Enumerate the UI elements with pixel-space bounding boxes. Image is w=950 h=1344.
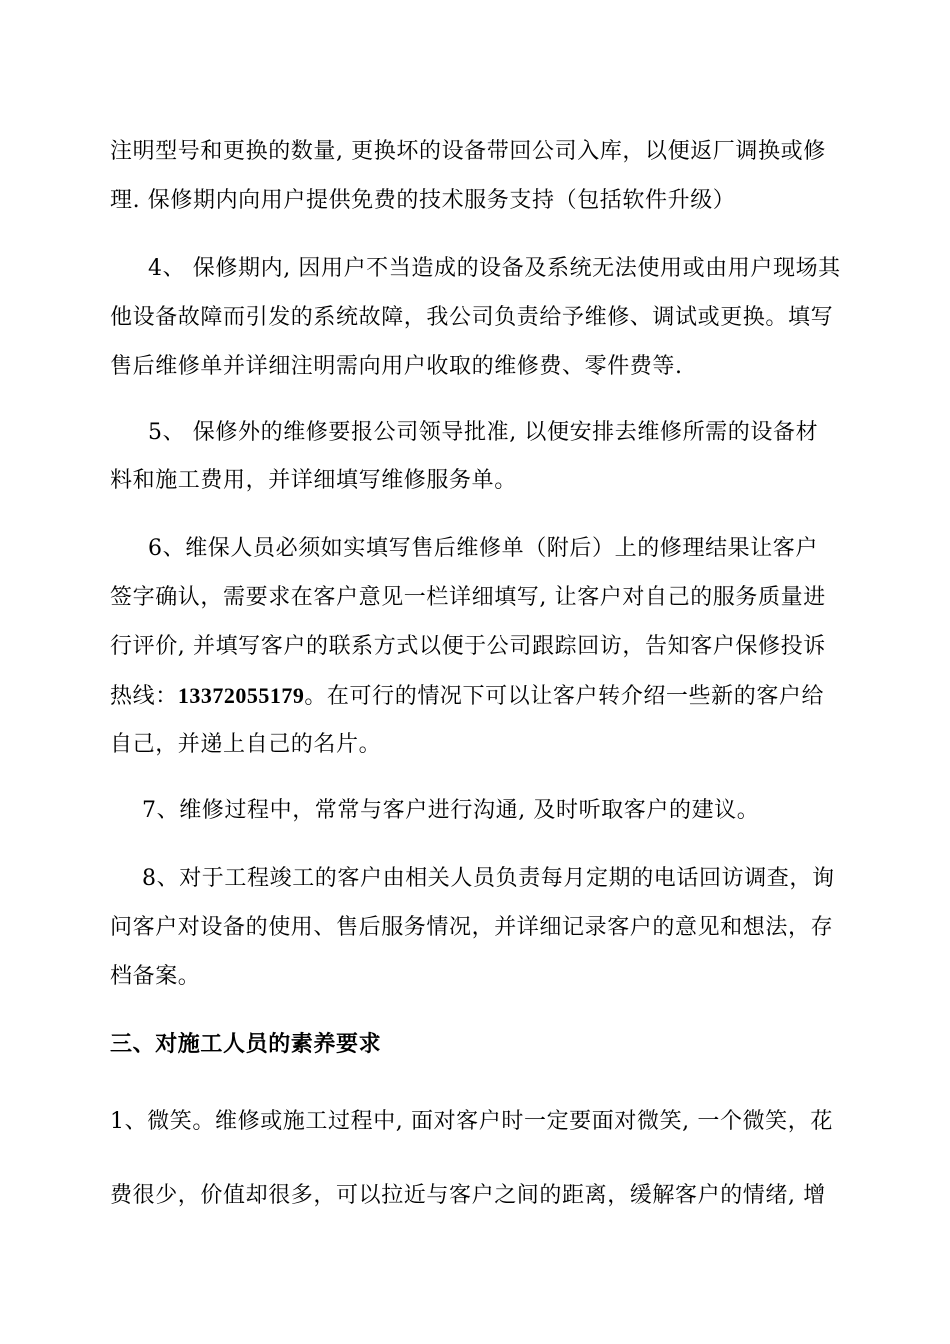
text-line: 4、 保修期内, 因用户不当造成的设备及系统无法使用或由用户现场其	[148, 256, 841, 281]
text-segment: 。在可行的情况下可以让客户转介绍一些新的客户给	[304, 684, 825, 709]
text-line: 5、 保修外的维修要报公司领导批准, 以便安排去维修所需的设备材	[148, 420, 819, 445]
hotline-label: 热线：	[110, 684, 178, 709]
text-line: 行评价, 并填写客户的联系方式以便于公司跟踪回访，告知客户保修投诉	[110, 634, 826, 659]
text-line: 6、维保人员必须如实填写售后维修单（附后）上的修理结果让客户	[148, 536, 818, 561]
section-heading: 三、对施工人员的素养要求	[110, 1031, 382, 1057]
text-line: 自己，并递上自己的名片。	[110, 732, 382, 757]
text-line: 理. 保修期内向用户提供免费的技术服务支持（包括软件升级）	[110, 188, 736, 213]
text-line: 费很少，价值却很多，可以拉近与客户之间的距离，缓解客户的情绪, 增	[110, 1183, 826, 1208]
text-line: 7、维修过程中，常常与客户进行沟通, 及时听取客户的建议。	[142, 798, 760, 823]
text-line: 注明型号和更换的数量, 更换坏的设备带回公司入库，以便返厂调换或修	[110, 139, 826, 164]
text-line: 签字确认，需要求在客户意见一栏详细填写, 让客户对自己的服务质量进	[110, 585, 826, 610]
text-line: 8、对于工程竣工的客户由相关人员负责每月定期的电话回访调查，询	[142, 866, 835, 891]
text-line: 他设备故障而引发的系统故障，我公司负责给予维修、调试或更换。填写	[110, 305, 834, 330]
text-line: 档备案。	[110, 964, 201, 989]
text-line: 1、微笑。维修或施工过程中, 面对客户时一定要面对微笑, 一个微笑，花	[110, 1109, 833, 1134]
text-line: 料和施工费用，并详细填写维修服务单。	[110, 468, 517, 493]
text-line: 问客户对设备的使用、售后服务情况，并详细记录客户的意见和想法，存	[110, 915, 834, 940]
text-line: 售后维修单并详细注明需向用户收取的维修费、零件费等.	[110, 354, 683, 379]
hotline-number: 13372055179	[177, 683, 305, 708]
text-line	[110, 681, 840, 712]
